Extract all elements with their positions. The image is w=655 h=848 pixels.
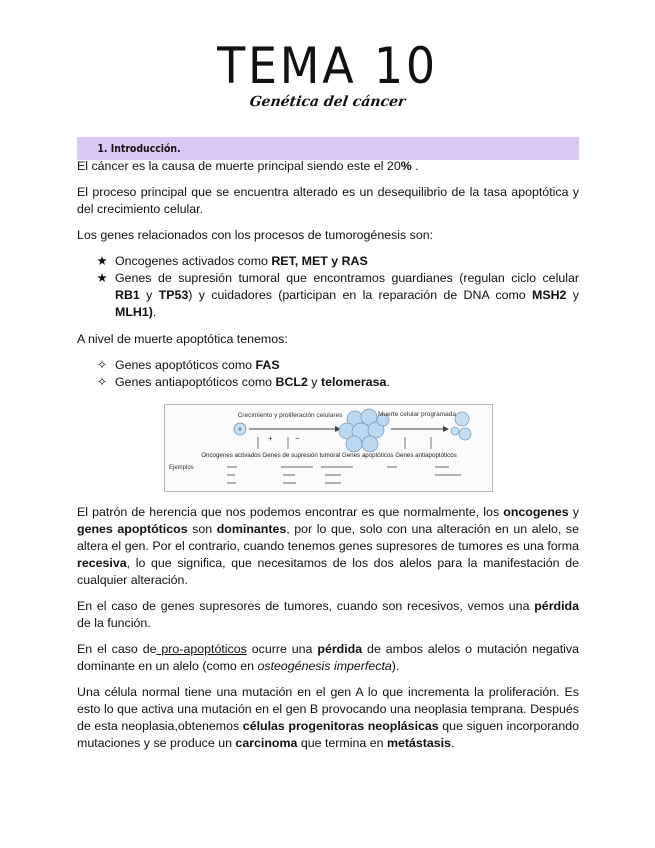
bold-text: dominantes: [216, 522, 287, 536]
nucleus-icon: [238, 427, 241, 430]
text: En el caso de: [77, 642, 157, 656]
diagram-label-growth: Crecimiento y proliferación celulares: [237, 412, 343, 419]
bold-text: FAS: [255, 358, 280, 372]
text: , por lo que, solo con una alteración en un alelo, se altera el gen. Por el contrario, cuando tenemos genes supresores de tumores es una forma: [77, 522, 579, 553]
text: ).: [391, 659, 400, 673]
list-item: [96, 253, 579, 270]
plus-sign: +: [268, 434, 273, 443]
bold-text: RB1: [115, 288, 140, 302]
diagram-gene-categories: Oncogenes activados Genes de supresión tumoral Genes apoptóticos Genes antiapoptóticos: [201, 452, 457, 459]
section-heading: [77, 137, 579, 160]
bold-text: MSH2: [532, 288, 567, 302]
text: que termina en: [297, 736, 387, 750]
text: .: [411, 159, 419, 173]
list-item: [96, 374, 579, 391]
bold-text: carcinoma: [235, 736, 298, 750]
underlined-text: pro-apoptóticos: [156, 642, 247, 656]
paragraph-progression: [77, 684, 579, 752]
text: Una célula normal tiene una mutación en el gen A lo que incrementa la proliferación. Es esto lo que activa una mutación en el gen B provocando una neoplasia temprana. Después de esta neoplasia,obtenemos: [77, 685, 579, 733]
paragraph-genes-intro: Los genes relacionados con los procesos de tumorogénesis son:: [77, 228, 434, 242]
list-item: [96, 357, 579, 374]
text: y: [568, 505, 580, 519]
list-item: [96, 270, 579, 321]
bold-text: telomerasa: [320, 375, 387, 389]
diagram-examples-label: Ejemplos: [169, 465, 194, 471]
text: Genes de supresión tumoral que encontramos guardianes (regulan ciclo celular: [115, 271, 579, 285]
star-bullet-icon: ★: [96, 271, 108, 285]
cancer-genes-diagram: [164, 404, 493, 492]
bullet-list-apoptosis: [77, 357, 579, 391]
bold-text: células progenitoras neoplásicas: [242, 719, 439, 733]
text: El cáncer es la causa de muerte principal siendo este el 20: [77, 159, 401, 173]
bold-text: oncogenes: [503, 505, 569, 519]
paragraph-intro: [77, 158, 579, 175]
diagram-graphic: [165, 405, 492, 491]
paragraph-inheritance: [77, 504, 579, 589]
text: de la función.: [77, 616, 151, 630]
paragraph-proapoptotic: [77, 641, 579, 675]
star-bullet-icon: ★: [96, 254, 108, 268]
text: .: [451, 736, 455, 750]
text: Oncogenes activados como: [115, 254, 272, 268]
paragraph-suppressors: [77, 598, 579, 632]
text: y: [307, 375, 321, 389]
text: Genes antiapoptóticos como: [115, 375, 276, 389]
bold-text: RET, MET y RAS: [271, 254, 368, 268]
bold-text: metástasis: [386, 736, 452, 750]
arrow-head-icon: [443, 426, 449, 432]
diagram-example-values: [227, 467, 461, 483]
paragraph-process: El proceso principal que se encuentra alterado es un desequilibrio de la tasa apoptótica y del crecimiento celular.: [77, 185, 579, 216]
paragraph-apoptosis-intro: A nivel de muerte apoptótica tenemos:: [77, 332, 288, 346]
text: .: [152, 305, 157, 319]
text: El patrón de herencia que nos podemos encontrar es que normalmente, los: [77, 505, 504, 519]
bold-text: recesiva: [77, 556, 127, 570]
bold-text: %: [400, 159, 412, 173]
bold-text: BCL2: [275, 375, 308, 389]
text: y: [139, 288, 159, 302]
diamond-bullet-icon: ✧: [96, 358, 108, 372]
page-title: TEMA 10: [217, 37, 438, 95]
text: Genes apoptóticos como: [115, 358, 256, 372]
bold-text: pérdida: [317, 642, 363, 656]
bold-text: TP53: [158, 288, 189, 302]
text: ocurre una: [246, 642, 318, 656]
text: , lo que significa, que necesitamos de los dos alelos para la manifestación de cualquier alteración.: [77, 556, 579, 587]
page-subtitle: Genética del cáncer: [248, 94, 407, 110]
section-heading-label: 1. Introducción.: [97, 142, 181, 155]
diamond-bullet-icon: ✧: [96, 375, 108, 389]
text: y: [566, 288, 579, 302]
text: son: [187, 522, 217, 536]
text: ) y cuidadores (participan en la reparación de DNA como: [188, 288, 533, 302]
document-body: [77, 158, 579, 761]
text: que siguen incorporando mutaciones y se produce un: [77, 719, 579, 750]
text: de ambos alelos o mutación negativa dominante en un alelo (como en: [77, 642, 579, 673]
italic-text: osteogénesis imperfecta: [257, 659, 392, 673]
diagram-label-apoptosis: Muerte celular programada: [377, 411, 457, 418]
text: .: [386, 375, 390, 389]
bold-text: MLH1): [115, 305, 153, 319]
bullet-list-tumorogenesis: [77, 253, 579, 321]
bold-text: genes apoptóticos: [77, 522, 188, 536]
minus-sign: −: [295, 434, 300, 443]
text: En el caso de genes supresores de tumores, cuando son recesivos, vemos una: [77, 599, 535, 613]
bold-text: pérdida: [534, 599, 579, 613]
